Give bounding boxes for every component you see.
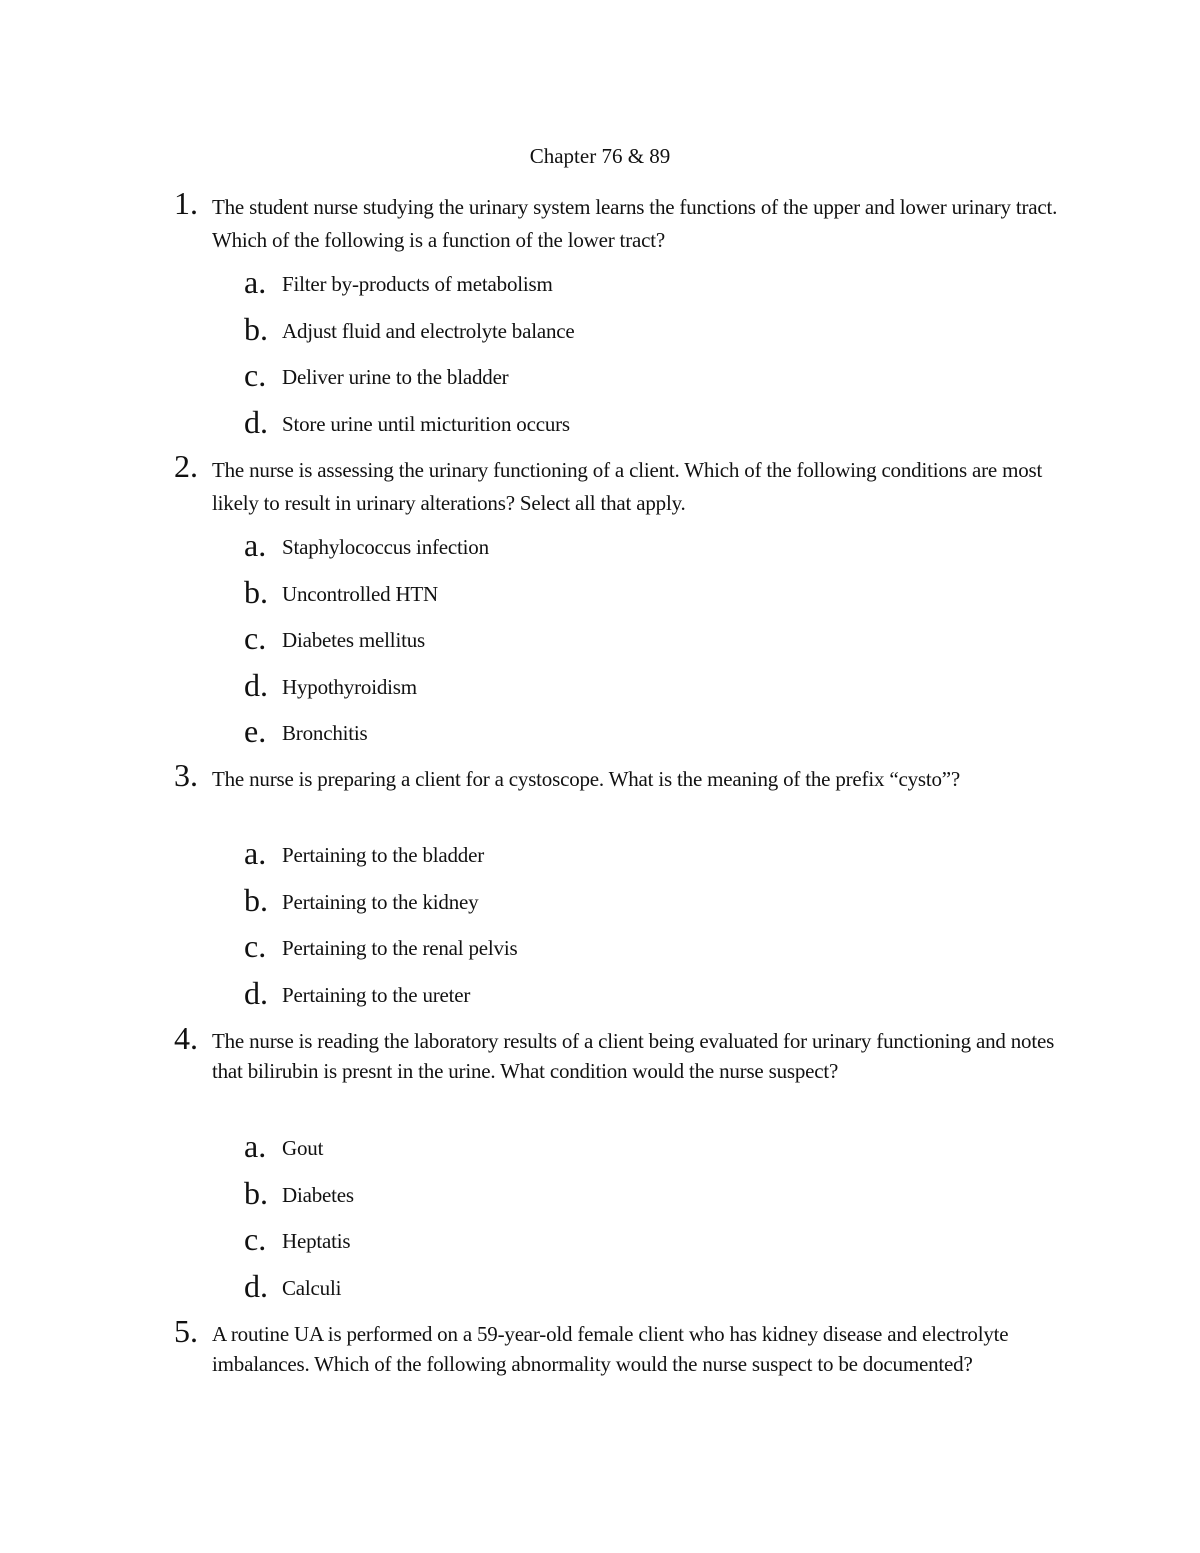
option-item: [244, 573, 1044, 627]
question-4: [174, 1020, 1074, 1086]
question-2-options: [244, 527, 1044, 766]
option-text: Pertaining to the bladder: [282, 843, 485, 867]
question-5: [174, 1313, 1074, 1379]
option-text: Calculi: [282, 1275, 342, 1300]
question-text: The nurse is assessing the urinary functioning of a client. Which of the following conditions are most likely to result in urinary alterations? Select all that apply.: [212, 458, 1043, 515]
option-letter: c.: [244, 357, 267, 393]
question-number: 4.: [174, 1020, 198, 1056]
option-letter: c.: [244, 1221, 267, 1257]
option-letter: b.: [244, 881, 268, 918]
question-number: 1.: [174, 185, 198, 221]
option-item: [244, 1267, 1044, 1321]
question-4-options: [244, 1128, 1044, 1320]
question-number: 2.: [174, 448, 198, 484]
option-item: [244, 974, 1044, 1028]
option-letter: b.: [244, 310, 268, 347]
option-text: Uncontrolled HTN: [282, 581, 439, 606]
option-item: [244, 928, 1044, 981]
option-item: [244, 713, 1044, 766]
option-item: [244, 310, 1044, 364]
option-item: [244, 357, 1044, 410]
option-letter: e.: [244, 713, 267, 749]
option-letter: d.: [244, 666, 268, 703]
option-text: Adjust fluid and electrolyte balance: [282, 318, 575, 343]
option-item: [244, 1128, 1044, 1181]
option-item: [244, 666, 1044, 720]
option-letter: a.: [244, 264, 267, 300]
option-item: [244, 620, 1044, 673]
question-3-options: [244, 835, 1044, 1027]
option-text: Store urine until micturition occurs: [282, 411, 570, 436]
option-letter: b.: [244, 573, 268, 610]
option-text: Diabetes: [282, 1182, 354, 1207]
option-text: Filter by-products of metabolism: [282, 272, 553, 296]
option-letter: d.: [244, 1267, 268, 1304]
question-3: [174, 757, 1074, 796]
question-1: [174, 185, 1074, 257]
page-title: Chapter 76 & 89: [529, 144, 671, 168]
option-item: [244, 835, 1044, 888]
option-text: Heptatis: [282, 1229, 351, 1253]
option-text: Pertaining to the kidney: [282, 889, 479, 914]
option-text: Pertaining to the renal pelvis: [282, 936, 518, 960]
option-item: [244, 1174, 1044, 1228]
option-letter: d.: [244, 403, 268, 440]
option-text: Deliver urine to the bladder: [282, 365, 509, 389]
option-text: Diabetes mellitus: [282, 628, 425, 652]
option-letter: c.: [244, 928, 267, 964]
option-item: [244, 1221, 1044, 1274]
option-item: [244, 264, 1044, 317]
option-item: [244, 881, 1044, 935]
option-letter: a.: [244, 1128, 267, 1164]
option-letter: d.: [244, 974, 268, 1011]
option-letter: c.: [244, 620, 267, 656]
option-text: Pertaining to the ureter: [282, 982, 471, 1007]
question-number: 5.: [174, 1313, 198, 1349]
question-text: The student nurse studying the urinary system learns the functions of the upper and lower urinary tract. Which of the following is a function of the lower tract?: [212, 195, 1058, 252]
option-text: Hypothyroidism: [282, 674, 417, 699]
question-text: The nurse is reading the laboratory results of a client being evaluated for urinary functioning and notes that bilirubin is presnt in the urine. What condition would the nurse suspect?: [212, 1029, 1055, 1083]
question-1-options: [244, 264, 1044, 456]
option-text: Staphylococcus infection: [282, 535, 489, 559]
option-letter: a.: [244, 527, 267, 563]
option-item: [244, 403, 1044, 457]
option-letter: a.: [244, 835, 267, 871]
question-text: The nurse is preparing a client for a cystoscope. What is the meaning of the prefix “cysto”?: [212, 767, 961, 791]
question-2: [174, 448, 1074, 520]
option-text: Gout: [282, 1136, 324, 1160]
question-number: 3.: [174, 757, 198, 793]
option-text: Bronchitis: [282, 721, 368, 745]
question-text: A routine UA is performed on a 59-year-old female client who has kidney disease and electrolyte imbalances. Which of the following abnormality would the nurse suspect to be documented?: [212, 1322, 1009, 1376]
option-letter: b.: [244, 1174, 268, 1211]
option-item: [244, 527, 1044, 580]
